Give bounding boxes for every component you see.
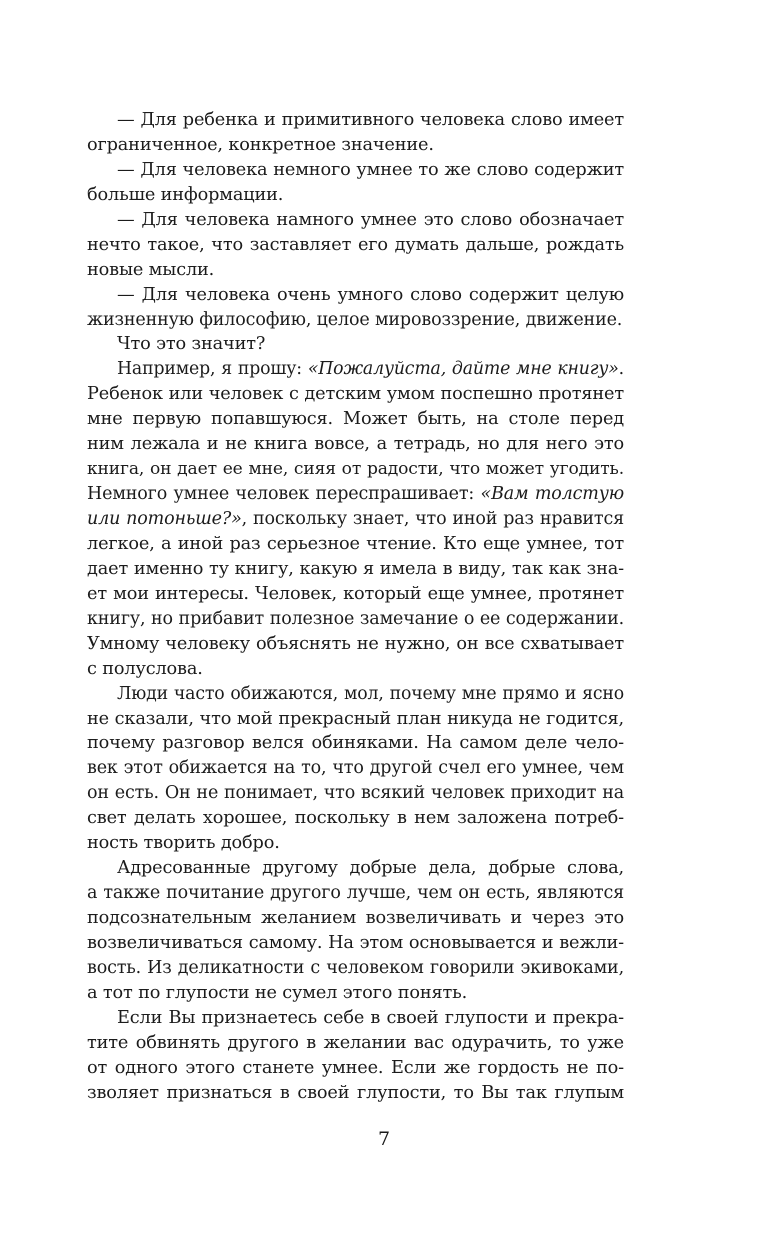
text-line bbox=[87, 357, 624, 382]
text-line bbox=[87, 507, 624, 532]
text-line: — Для ребенка и примитивного человека слово имеет bbox=[117, 110, 624, 130]
italic-quote: «Пожалуйста, дайте мне книгу» bbox=[307, 359, 619, 380]
text-line: Что это значит? bbox=[117, 334, 266, 355]
text-line: ним лежала и не книга вовсе, а тетрадь, но для него это bbox=[87, 434, 624, 455]
text-line: Адресованные другому добрые дела, добрые слова, bbox=[117, 858, 624, 879]
text-line: легкое, а иной раз серьезное чтение. Кто еще умнее, тот bbox=[87, 533, 624, 554]
text-line: Люди часто обижаются, мол, почему мне прямо и ясно bbox=[117, 683, 624, 704]
text-line: Если Вы признаетесь себе в своей глупости и прекра- bbox=[117, 1007, 624, 1028]
text-line: тите обвинять другого в желании вас одурачить, то уже bbox=[87, 1032, 624, 1053]
text-line: — Для человека очень умного слово содержит целую bbox=[117, 284, 624, 305]
text-fragment: Например, я прошу: bbox=[117, 359, 308, 380]
page-number: 7 bbox=[377, 1128, 391, 1150]
text-fragment: . bbox=[618, 359, 624, 380]
text-line: Ребенок или человек с детским умом поспешно протянет bbox=[87, 384, 624, 405]
italic-quote: «Вам толстую bbox=[480, 484, 625, 505]
text-line: дает именно ту книгу, какую я имела в виду, так как зна- bbox=[87, 558, 624, 579]
italic-quote: или потоньше?» bbox=[87, 509, 242, 529]
text-line: мне первую попавшуюся. Может быть, на столе перед bbox=[87, 409, 624, 430]
text-line: от одного этого станете умнее. Если же гордость не по- bbox=[87, 1057, 624, 1078]
text-fragment: , поскольку знает, что иной раз нравится bbox=[241, 509, 624, 529]
text-line bbox=[87, 482, 624, 507]
text-line: — Для человека немного умнее то же слово содержит bbox=[117, 159, 624, 180]
text-line: зволяет признаться в своей глупости, то Вы так глупым bbox=[87, 1082, 624, 1103]
text-line: не сказали, что мой прекрасный план никуда не годится, bbox=[87, 708, 624, 729]
text-line: — Для человека намного умнее это слово обозначает bbox=[117, 209, 624, 230]
text-line: книгу, но прибавит полезное замечание о ее содержании. bbox=[87, 608, 624, 629]
text-line: с полуслова. bbox=[87, 658, 203, 679]
text-line: век этот обижается на то, что другой счел его умнее, чем bbox=[87, 758, 624, 779]
text-line: подсознательным желанием возвеличивать и через это bbox=[87, 908, 624, 928]
text-line: почему разговор велся обиняками. На самом деле чело- bbox=[87, 733, 624, 754]
text-line: ет мои интересы. Человек, который еще умнее, протянет bbox=[87, 583, 624, 604]
text-line: Умному человеку объяснять не нужно, он все схватывает bbox=[87, 633, 624, 654]
text-line: ность творить добро. bbox=[87, 833, 280, 854]
text-line: он есть. Он не понимает, что всякий человек приходит на bbox=[87, 783, 624, 804]
text-line: возвеличиваться самому. На этом основывается и вежли- bbox=[87, 932, 624, 953]
text-line: вость. Из деликатности с человеком говорили экивоками, bbox=[87, 957, 624, 978]
text-line: а тот по глупости не сумел этого понять. bbox=[87, 982, 468, 1003]
text-line: нечто такое, что заставляет его думать дальше, рождать bbox=[87, 234, 624, 255]
text-line: новые мысли. bbox=[87, 259, 215, 280]
text-line: свет делать хорошее, поскольку в нем заложена потреб- bbox=[87, 808, 624, 829]
text-line: книга, он дает ее мне, сияя от радости, что может угодить. bbox=[87, 459, 624, 480]
text-line: ограниченное, конкретное значение. bbox=[87, 134, 434, 155]
text-fragment: Немного умнее человек переспрашивает: bbox=[87, 484, 481, 505]
body-text bbox=[87, 108, 624, 1106]
text-line: а также почитание другого лучше, чем он есть, являются bbox=[87, 883, 624, 904]
text-line: больше информации. bbox=[87, 184, 284, 205]
text-line: жизненную философию, целое мировоззрение, движение. bbox=[87, 309, 623, 330]
